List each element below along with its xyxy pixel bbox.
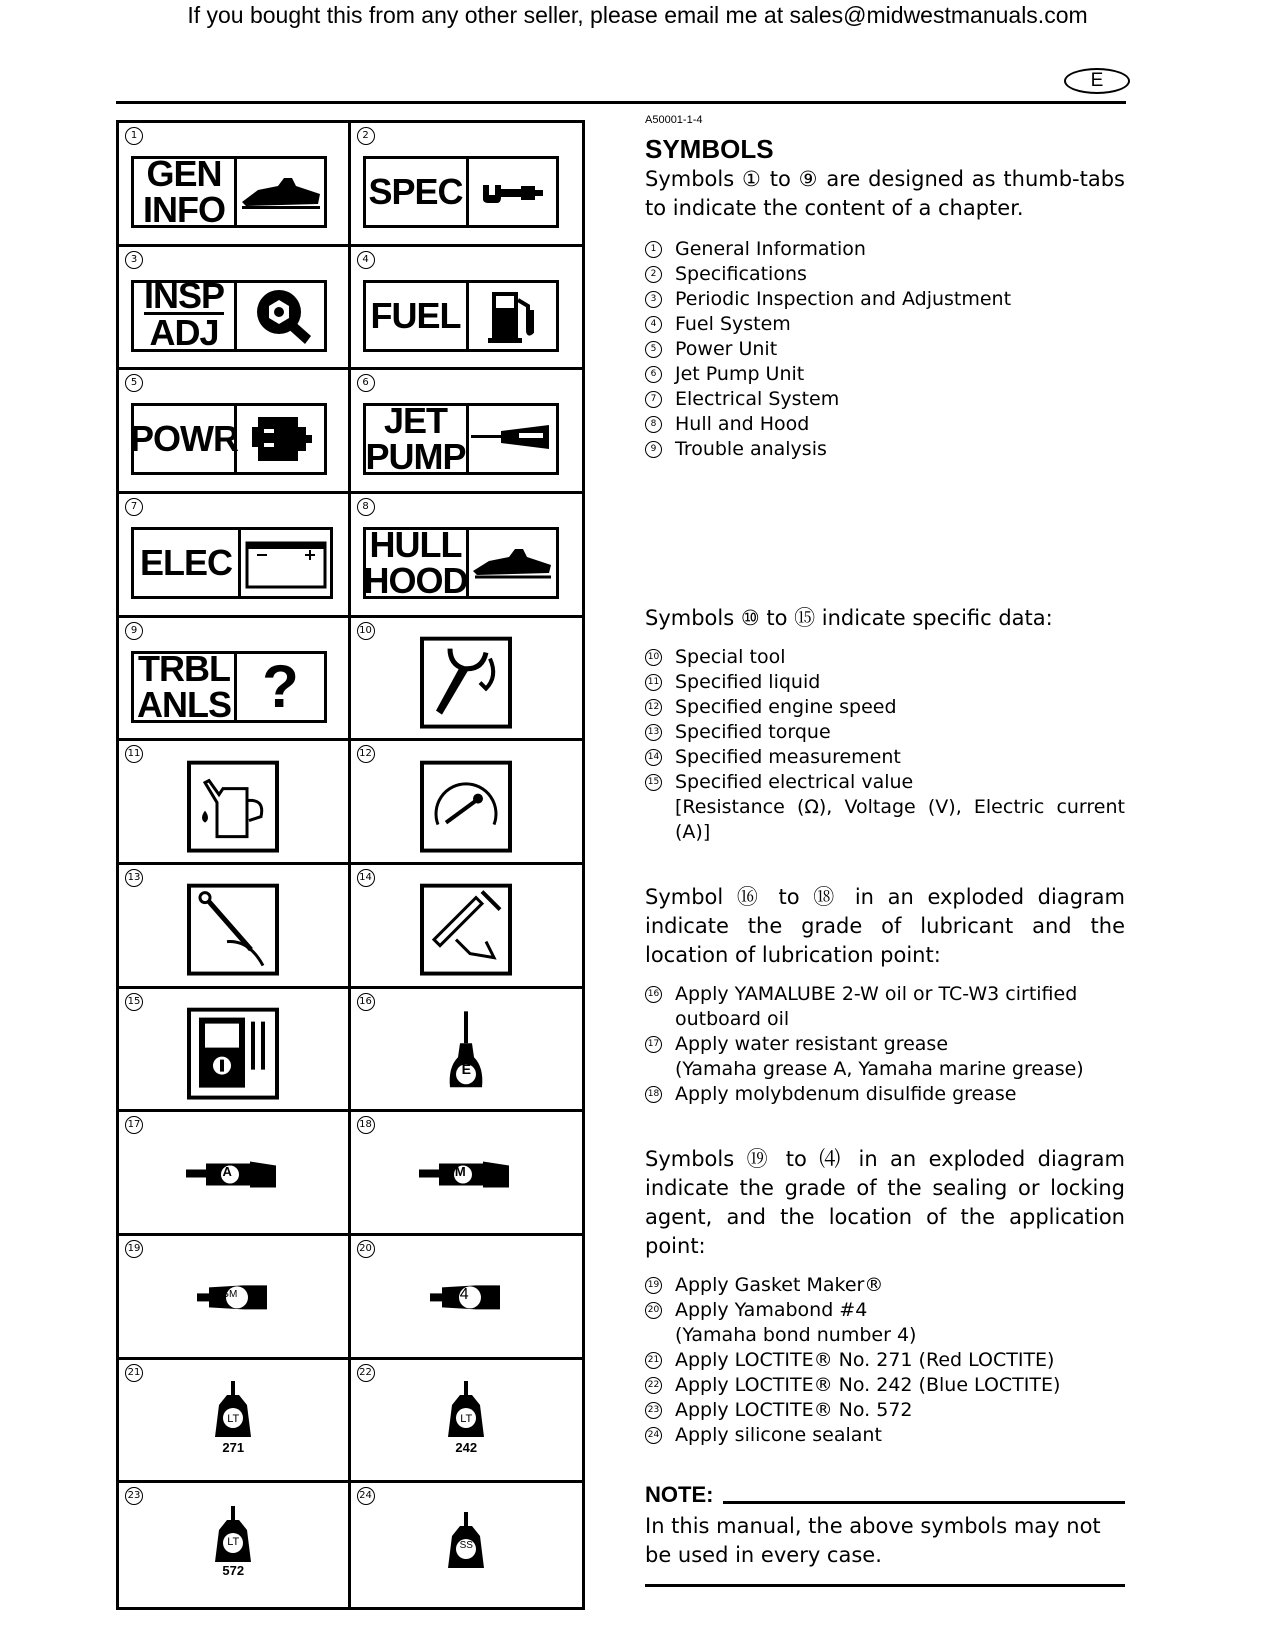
symbol-cell-elec (119, 494, 351, 618)
item-text: Periodic Inspection and Adjustment (675, 288, 1012, 310)
list-item (645, 337, 1125, 362)
list-item (645, 237, 1125, 262)
note-rule-top (723, 1501, 1125, 1504)
symbol-number: 24 (357, 1487, 375, 1505)
item-number: 23 (645, 1402, 662, 1419)
torque-wrench-icon (187, 884, 279, 976)
tab-label-line1: ELEC (139, 541, 232, 583)
chapter-list (645, 237, 1125, 462)
symbol-number: 1 (125, 127, 143, 145)
item-number: 13 (645, 724, 662, 741)
thumb-tab (131, 275, 327, 354)
symbol-number: 17 (125, 1116, 143, 1134)
thumb-tab (131, 527, 333, 599)
symbol-mark: A (222, 1164, 232, 1180)
watercraft-icon (469, 543, 555, 583)
symbol-cell-grease-a (119, 1112, 351, 1236)
item-number: 15 (645, 774, 662, 791)
symbol-cell-trbl-anls (119, 618, 351, 742)
symbol-cell-jet-pump (351, 370, 583, 494)
symbol-cell-yamabond (351, 1236, 583, 1360)
symbol-cell-fuel (351, 247, 583, 371)
item-text: Apply Yamabond #4 (675, 1299, 868, 1321)
item-number: 17 (645, 1036, 662, 1053)
symbol-cell-grease-m (351, 1112, 583, 1236)
list-item (645, 1082, 1125, 1107)
item-number: 3 (645, 291, 662, 308)
multimeter-icon (187, 1008, 279, 1100)
item-number: 22 (645, 1377, 662, 1394)
symbol-number: 6 (357, 374, 375, 392)
data-intro: Symbols ⑩ to ⑮ indicate specific data: (645, 606, 1053, 630)
sealant-list (645, 1273, 1125, 1448)
note-header (645, 1482, 1125, 1508)
data-list (645, 645, 1125, 795)
symbol-number: 3 (125, 251, 143, 269)
thumb-tab (131, 647, 327, 725)
item-text: Apply LOCTITE® No. 271 (Red LOCTITE) (675, 1349, 1055, 1371)
symbol-cell-powr (119, 370, 351, 494)
thumb-tab (131, 403, 327, 475)
battery-icon (243, 535, 329, 591)
list-item (645, 1298, 1125, 1323)
item-sub-text: (Yamaha grease A, Yamaha marine grease) (675, 1058, 1084, 1080)
thumb-tab (131, 153, 327, 230)
loctite-bottle-icon (446, 1381, 486, 1441)
symbols-text-column (645, 114, 1125, 1448)
wrench-nut-icon (249, 286, 313, 346)
symbol-number: 19 (125, 1240, 143, 1258)
item-number: 4 (645, 316, 662, 333)
symbol-mark: M (454, 1164, 466, 1180)
fuel-pump-icon (482, 286, 542, 346)
loctite-number: 242 (455, 1439, 478, 1455)
symbol-cell-specified-liquid (119, 741, 351, 865)
thumb-tab (363, 400, 559, 478)
item-number: 1 (645, 241, 662, 258)
symbol-number: 5 (125, 374, 143, 392)
loctite-number: 271 (222, 1439, 245, 1455)
watercraft-icon (238, 172, 324, 212)
symbol-cell-loctite-242 (351, 1360, 583, 1484)
item-sub-text: (Yamaha bond number 4) (675, 1324, 917, 1346)
loctite-number: 572 (222, 1563, 245, 1579)
tab-label-line1: POWR (130, 418, 238, 460)
symbol-mark: GM (221, 1288, 238, 1300)
item-text: Special tool (675, 646, 786, 668)
note-text: In this manual, the above symbols may not be used in every case. (645, 1514, 1101, 1567)
caliper-icon (420, 884, 512, 976)
symbol-cell-gasket-maker (119, 1236, 351, 1360)
tab-label-line2: HOOD (363, 559, 468, 601)
item-number: 7 (645, 391, 662, 408)
chapters-intro: Symbols ① to ⑨ are designed as thumb-tabs to indicate the content of a chapter. (645, 167, 1125, 220)
tab-label-line1: TRBL (138, 647, 230, 689)
symbol-number: 20 (357, 1240, 375, 1258)
symbol-number: 8 (357, 498, 375, 516)
item-number: 10 (645, 649, 662, 666)
symbol-number: 18 (357, 1116, 375, 1134)
list-item (645, 1348, 1125, 1373)
list-item (645, 695, 1125, 720)
symbol-mark: SS (459, 1540, 473, 1552)
item-number: 8 (645, 416, 662, 433)
symbol-number: 13 (125, 869, 143, 887)
symbol-mark: 4 (459, 1285, 469, 1303)
symbol-cell-insp-adj (119, 247, 351, 371)
thumb-tab (363, 280, 559, 352)
lubricant-intro: Symbol ⑯ to ⑱ in an exploded diagram indicate the grade of lubricant and the location of lubrication point: (645, 885, 1125, 967)
tachometer-icon (420, 760, 512, 852)
jet-pump-icon (469, 419, 555, 459)
item-text: Electrical System (675, 388, 840, 410)
tab-label-line2: ADJ (149, 312, 219, 354)
item-number: 12 (645, 699, 662, 716)
note-rule-bottom (645, 1584, 1125, 1587)
note-label: NOTE: (645, 1482, 714, 1507)
item-text: Specifications (675, 263, 807, 285)
thumb-tab (363, 156, 559, 228)
item-text: Apply LOCTITE® No. 572 (675, 1399, 913, 1421)
list-item (645, 670, 1125, 695)
symbol-cell-loctite-271 (119, 1360, 351, 1484)
symbol-cell-specified-measurement (351, 865, 583, 989)
item-number: 21 (645, 1352, 662, 1369)
list-item (645, 437, 1125, 462)
symbol-number: 7 (125, 498, 143, 516)
symbol-cell-loctite-572 (119, 1483, 351, 1607)
loctite-bottle-icon (213, 1381, 253, 1441)
symbol-mark: LT (227, 1536, 240, 1549)
item-text: Specified liquid (675, 671, 821, 693)
symbol-cell-gen-info (119, 123, 351, 247)
symbol-cell-silicone (351, 1483, 583, 1607)
item-text: Jet Pump Unit (675, 363, 805, 385)
item-text: Hull and Hood (675, 413, 810, 435)
list-item (645, 412, 1125, 437)
item-text: Apply silicone sealant (675, 1424, 882, 1446)
item-number: 19 (645, 1277, 662, 1294)
engine-icon (246, 409, 316, 469)
seller-banner: If you bought this from any other seller, please email me at sales@midwestmanuals.com (187, 2, 1088, 28)
symbol-grid (116, 120, 585, 1610)
symbol-cell-special-tool (351, 618, 583, 742)
item-number: 5 (645, 341, 662, 358)
list-item (645, 1398, 1125, 1423)
item-number: 6 (645, 366, 662, 383)
item-text: Apply YAMALUBE 2-W oil or TC-W3 cirtified (675, 983, 1078, 1005)
item-text: Apply water resistant grease (675, 1033, 949, 1055)
list-item (645, 770, 1125, 795)
symbol-cell-spec (351, 123, 583, 247)
special-tool-icon (420, 637, 512, 729)
item-text: Fuel System (675, 313, 791, 335)
symbol-number: 23 (125, 1487, 143, 1505)
oil-bottle-icon (446, 1011, 486, 1095)
question-mark-icon: ? (262, 652, 299, 720)
symbol-number: 22 (357, 1364, 375, 1382)
symbol-cell-hull-hood (351, 494, 583, 618)
item-text: Specified engine speed (675, 696, 897, 718)
symbol-number: 4 (357, 251, 375, 269)
item-number: 24 (645, 1427, 662, 1444)
section-code: A50001-1-4 (645, 114, 703, 126)
item-number: 16 (645, 986, 662, 1003)
symbol-number: 10 (357, 622, 375, 640)
item-number: 18 (645, 1086, 662, 1103)
list-item (645, 287, 1125, 312)
item-text: Apply LOCTITE® No. 242 (Blue LOCTITE) (675, 1374, 1061, 1396)
list-item (645, 387, 1125, 412)
item-text: Specified torque (675, 721, 831, 743)
oil-can-icon (187, 760, 279, 852)
header-rule (116, 101, 1126, 104)
item-number: 11 (645, 674, 662, 691)
symbol-number: 14 (357, 869, 375, 887)
item-number: 9 (645, 441, 662, 458)
list-item (645, 262, 1125, 287)
list-item (645, 982, 1125, 1007)
tab-label-line1: FUEL (370, 294, 461, 336)
sealant-intro: Symbols ⑲ to ⑷ in an exploded diagram indicate the grade of the sealing or locking agent, and the location of the application point: (645, 1147, 1125, 1258)
list-item (645, 312, 1125, 337)
item-text: General Information (675, 238, 866, 260)
section-title: SYMBOLS (645, 134, 774, 164)
tab-label-line1: INSP (143, 275, 225, 317)
micrometer-icon (477, 177, 547, 207)
item-text: Trouble analysis (675, 438, 827, 460)
item-text: Specified electrical value (675, 771, 914, 793)
symbol-mark: LT (460, 1412, 473, 1425)
symbol-number: 15 (125, 993, 143, 1011)
data-sub-note: [Resistance (Ω), Voltage (V), Electric current (A)] (675, 796, 1125, 843)
item-number: 14 (645, 749, 662, 766)
list-item (645, 1273, 1125, 1298)
list-item (645, 1423, 1125, 1448)
symbol-cell-engine-speed (351, 741, 583, 865)
tab-label-line1: JET (383, 400, 448, 442)
item-sub-text: outboard oil (675, 1008, 790, 1030)
tab-label-line2: INFO (143, 189, 225, 230)
tab-label-line2: ANLS (137, 683, 231, 725)
language-badge: E (1064, 68, 1130, 94)
symbol-number: 16 (357, 993, 375, 1011)
item-text: Apply Gasket Maker® (675, 1274, 884, 1296)
item-text: Specified measurement (675, 746, 901, 768)
list-item (645, 720, 1125, 745)
symbol-number: 2 (357, 127, 375, 145)
list-item (645, 362, 1125, 387)
tab-label-line1: HULL (369, 523, 462, 565)
symbol-number: 9 (125, 622, 143, 640)
item-number: 20 (645, 1302, 662, 1319)
item-text: Power Unit (675, 338, 778, 360)
list-item (645, 745, 1125, 770)
symbol-number: 21 (125, 1364, 143, 1382)
list-item (645, 1032, 1125, 1057)
tab-label-line1: SPEC (368, 171, 463, 212)
symbol-mark: E (461, 1060, 471, 1077)
symbol-number: 12 (357, 745, 375, 763)
symbol-mark: LT (227, 1412, 240, 1425)
lubricant-list (645, 982, 1125, 1107)
symbol-cell-oil (351, 989, 583, 1113)
list-item (645, 645, 1125, 670)
tab-label-line2: PUMP (365, 436, 466, 478)
symbol-number: 11 (125, 745, 143, 763)
symbol-cell-electrical-value (119, 989, 351, 1113)
tab-label-line1: GEN (146, 153, 222, 194)
symbol-cell-specified-torque (119, 865, 351, 989)
item-number: 2 (645, 266, 662, 283)
thumb-tab (363, 523, 559, 601)
item-text: Apply molybdenum disulfide grease (675, 1083, 1017, 1105)
list-item (645, 1373, 1125, 1398)
